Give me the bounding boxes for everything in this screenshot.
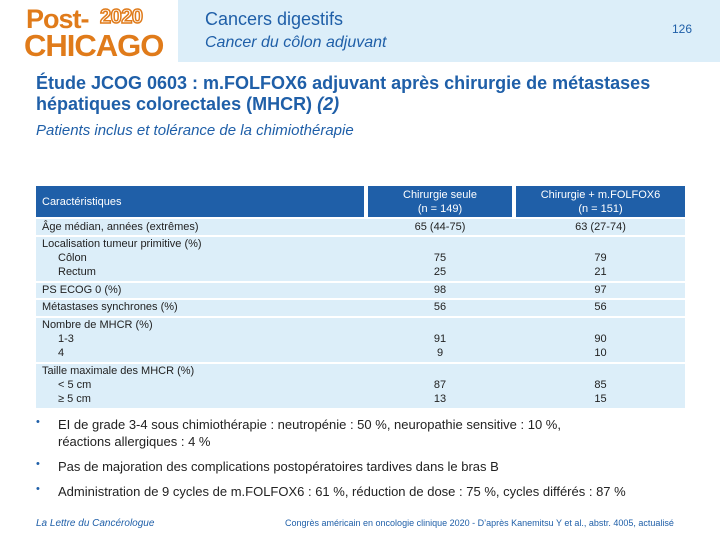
- row-value-col1: 13: [433, 393, 447, 405]
- row-label: Métastases synchrones (%): [42, 301, 178, 313]
- header-title: Cancers digestifs: [205, 9, 344, 29]
- row-value-col1: 65 (44-75): [414, 221, 466, 233]
- row-value-col2: 15: [594, 393, 607, 405]
- slide-subtitle: Patients inclus et tolérance de la chimiothérapie: [36, 122, 354, 139]
- page-number: 126: [672, 22, 693, 36]
- row-value-col1: 87: [433, 379, 447, 391]
- table-header-col1-line2: (n = 149): [417, 203, 463, 215]
- row-value-col1: 75: [433, 252, 447, 264]
- table-row: [36, 237, 685, 281]
- slide-title: [36, 73, 696, 115]
- header-subtitle: Cancer du côlon adjuvant: [205, 34, 387, 51]
- row-value-col2: 21: [594, 266, 607, 278]
- row-value-col1: 9: [436, 347, 444, 359]
- row-sub-label: 1-3: [58, 333, 74, 345]
- row-sub-label: Rectum: [58, 266, 96, 278]
- post-chicago-logo: [0, 0, 178, 62]
- row-label: Taille maximale des MHCR (%): [42, 365, 195, 377]
- bullet-text: EI de grade 3-4 sous chimiothérapie : neutropénie : 50 %, neuropathie sensitive : 10 %,: [58, 417, 561, 432]
- table-header-col2-line1: Chirurgie + m.FOLFOX6: [540, 189, 661, 201]
- table-row: [36, 364, 685, 408]
- row-value-col1: 25: [433, 266, 447, 278]
- bullet-marker: •: [36, 416, 40, 428]
- logo-year-text: 2020: [100, 6, 143, 28]
- table-header-label: Caractéristiques: [42, 196, 122, 208]
- row-value-col2: 90: [594, 333, 607, 345]
- row-label: Localisation tumeur primitive (%): [42, 238, 202, 250]
- table-row: [36, 283, 685, 298]
- row-value-col1: 56: [433, 301, 447, 313]
- row-sub-label: < 5 cm: [58, 379, 92, 391]
- table-row: [36, 219, 685, 235]
- bullet-marker: •: [36, 458, 40, 470]
- table-row: [36, 318, 685, 362]
- bullet-marker: •: [36, 483, 40, 495]
- row-value-col2: 85: [594, 379, 607, 391]
- row-value-col1: 91: [433, 333, 447, 345]
- table-header-col2: [516, 186, 685, 217]
- table-header-col1: [368, 186, 512, 217]
- table-row: [36, 300, 685, 316]
- row-label: Nombre de MHCR (%): [42, 319, 153, 331]
- row-value-col2: 79: [594, 252, 607, 264]
- row-value-col2: 97: [594, 284, 607, 296]
- row-label: Âge médian, années (extrêmes): [42, 221, 199, 233]
- row-sub-label: ≥ 5 cm: [58, 393, 91, 405]
- bullet-text: Administration de 9 cycles de m.FOLFOX6 : 61 %, réduction de dose : 75 %, cycles différés : 87 %: [58, 484, 626, 499]
- footer-reference: Congrès américain en oncologie clinique 2020 - D’après Kanemitsu Y et al., abstr. 4005, actualisé: [285, 518, 674, 528]
- row-value-col2: 10: [594, 347, 607, 359]
- logo-post-text: Post-: [26, 4, 89, 34]
- slide-title-suffix: (2): [317, 94, 340, 114]
- logo-chicago-text: CHICAGO: [24, 28, 164, 63]
- footer-journal: La Lettre du Cancérologue: [36, 518, 155, 529]
- row-sub-label: 4: [58, 347, 65, 359]
- row-sub-label: Côlon: [58, 252, 87, 264]
- bullet-text: Pas de majoration des complications postopératoires tardives dans le bras B: [58, 459, 499, 474]
- table-header-col1-line1: Chirurgie seule: [403, 189, 477, 201]
- slide-title-text: Étude JCOG 0603 : m.FOLFOX6 adjuvant après chirurgie de métastases hépatiques colorectales (MHCR): [36, 73, 651, 114]
- table-header-col2-line2: (n = 151): [578, 203, 623, 215]
- row-value-col2: 56: [594, 301, 607, 313]
- row-label: PS ECOG 0 (%): [42, 284, 122, 296]
- row-value-col2: 63 (27-74): [575, 221, 626, 233]
- bullet-text-cont: réactions allergiques : 4 %: [58, 434, 211, 449]
- row-value-col1: 98: [433, 284, 447, 296]
- table-header-label-cell: [36, 186, 364, 217]
